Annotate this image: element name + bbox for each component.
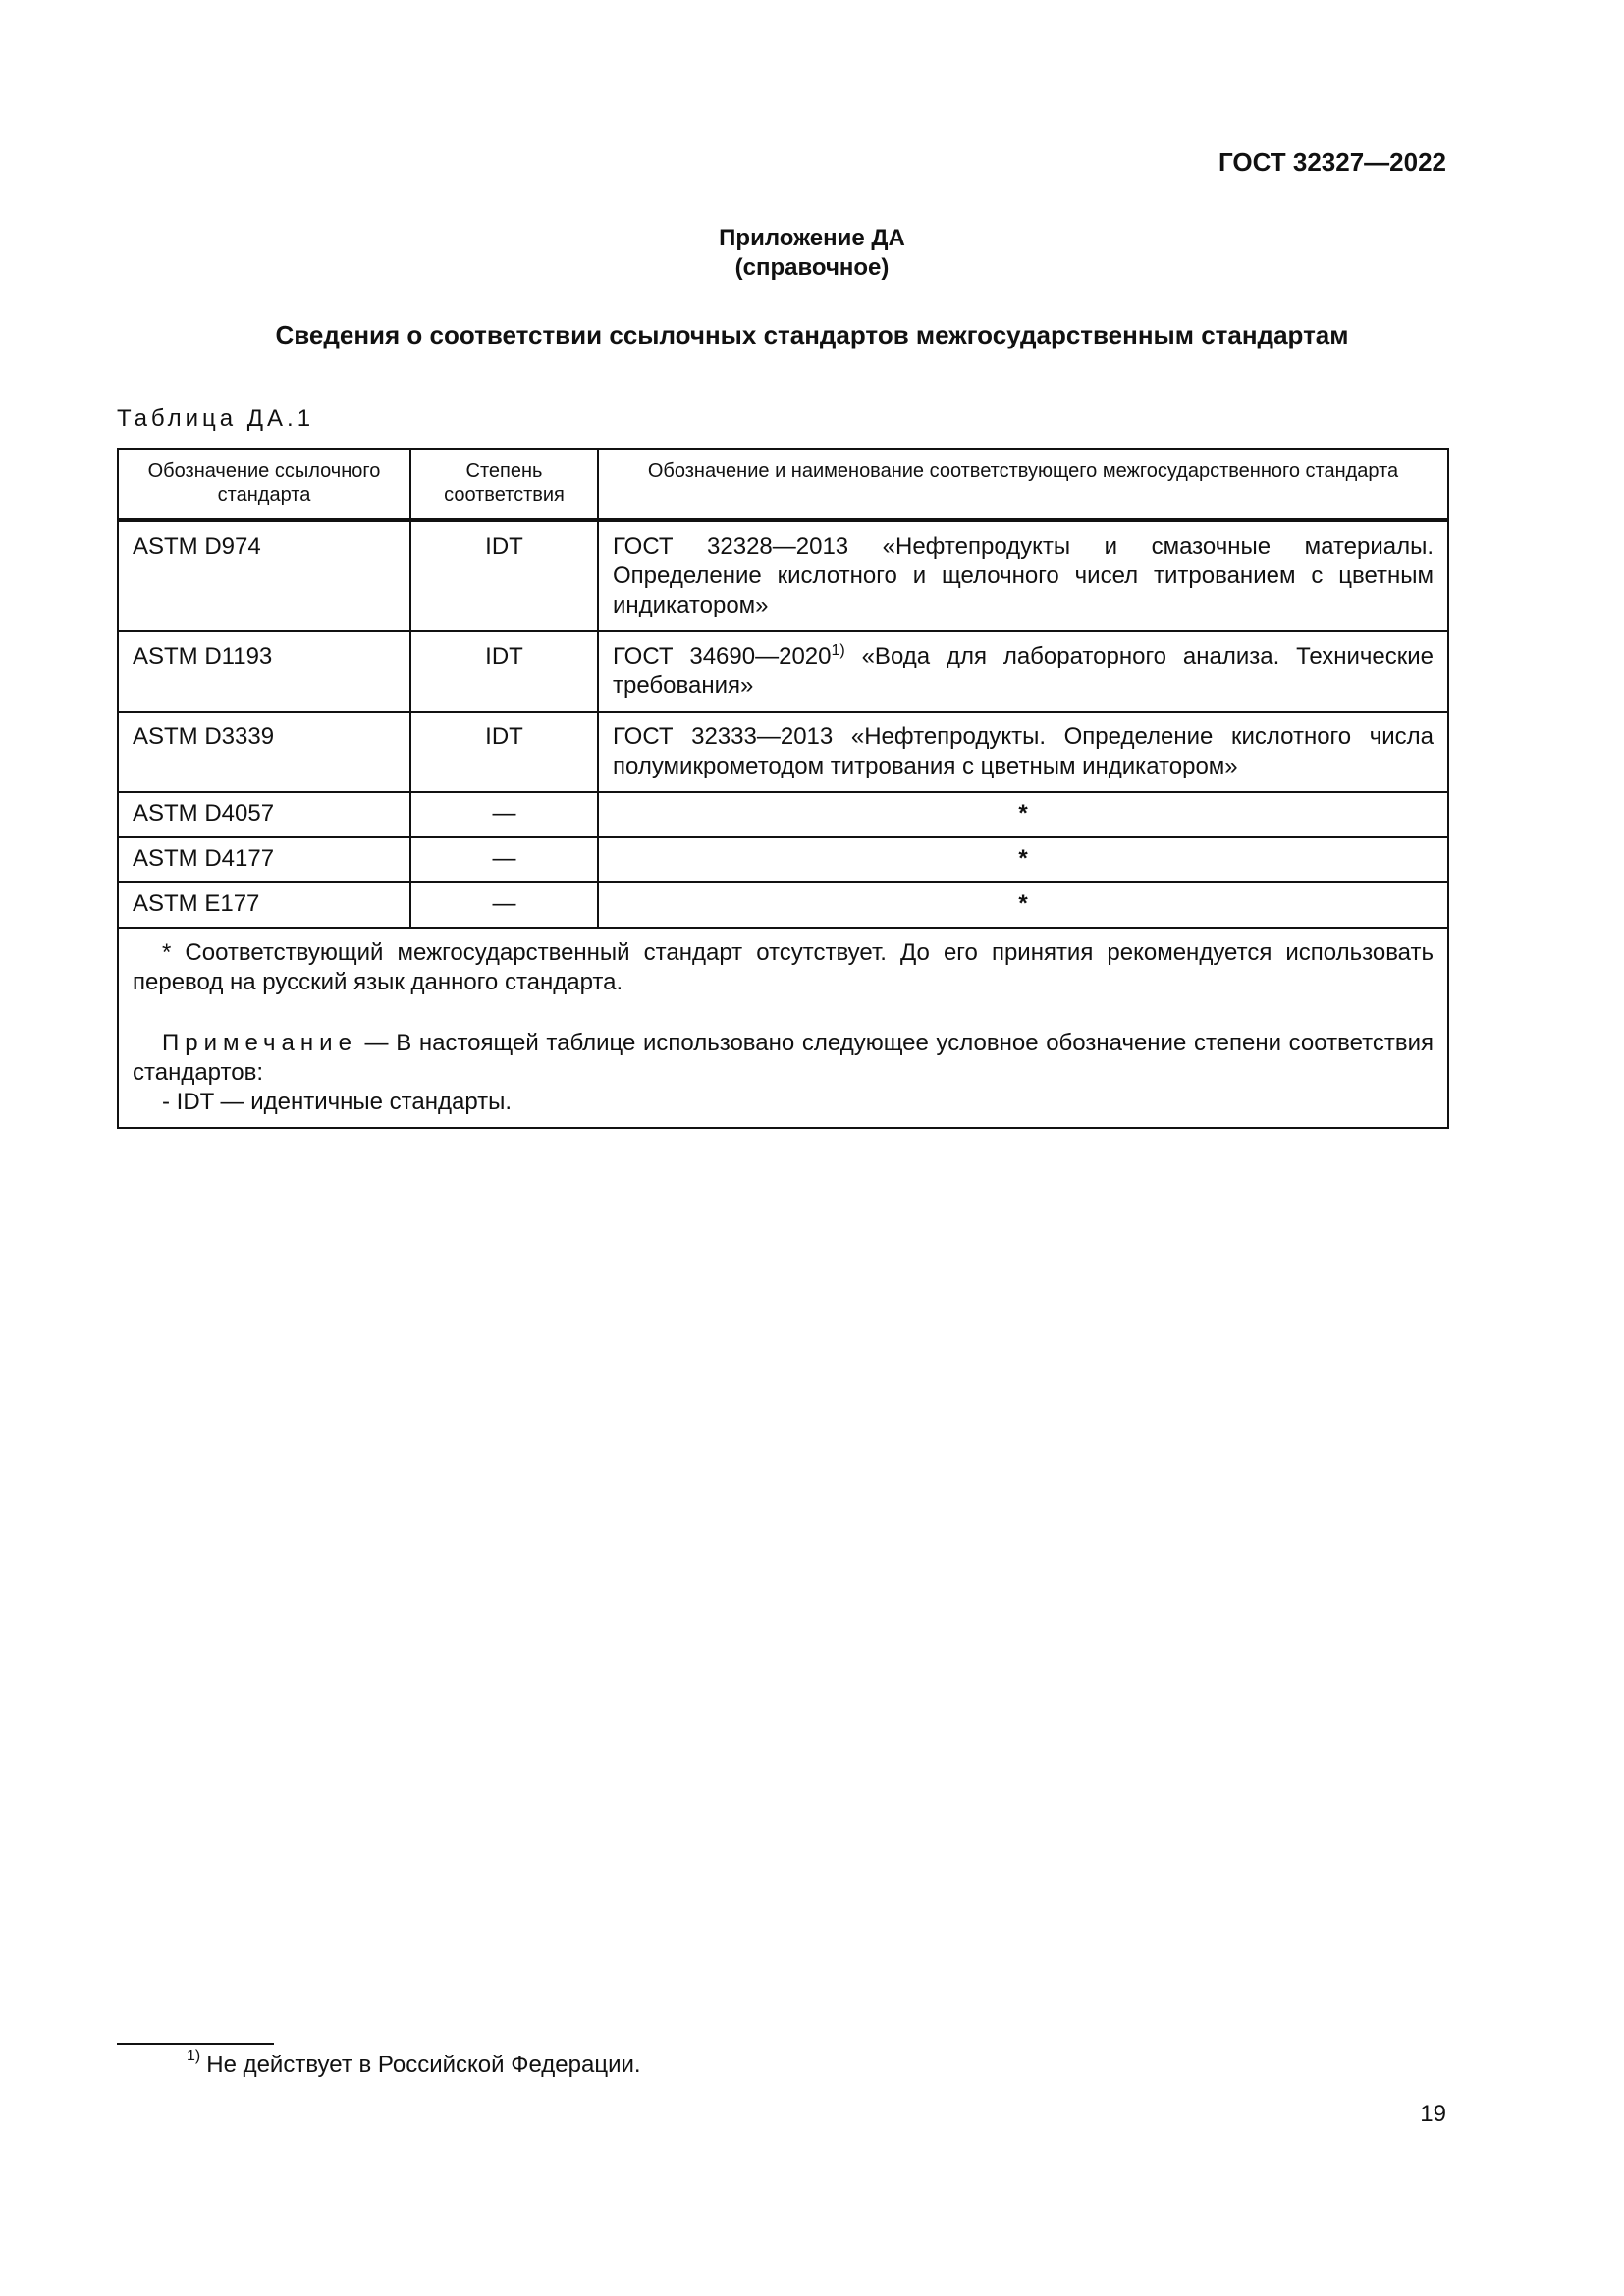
document-code: ГОСТ 32327—2022 <box>1218 147 1446 177</box>
degree-value: IDT <box>410 631 598 712</box>
degree-value: — <box>410 792 598 837</box>
header-interstate-standard: Обозначение и наименование соответствующего межгосударственного стандарта <box>598 449 1448 520</box>
appendix-subtitle: (справочное) <box>734 254 890 281</box>
page-footnote <box>187 2048 641 2079</box>
star-footnote: * Соответствующий межгосударственный стандарт отсутствует. До его принятия рекомендуется использовать перевод на русский язык данного стандарта. <box>133 939 1434 995</box>
table-row <box>118 520 1448 631</box>
reference-code: ASTM D974 <box>118 520 410 631</box>
interstate-standard-name: ГОСТ 32333—2013 «Нефтепродукты. Определение кислотного числа полумикрометодом титрования с цветным индикатором» <box>598 712 1448 792</box>
note-list-item: - IDT — идентичные стандарты. <box>162 1089 513 1115</box>
reference-code: ASTM D1193 <box>118 631 410 712</box>
table-notes-row <box>118 928 1448 1128</box>
header-degree: Степень соответствия <box>410 449 598 520</box>
footnote-text: Не действует в Российской Федерации. <box>206 2052 641 2078</box>
interstate-standard-name: * <box>598 882 1448 928</box>
table-row <box>118 712 1448 792</box>
reference-code: ASTM D4057 <box>118 792 410 837</box>
reference-code: ASTM E177 <box>118 882 410 928</box>
table-row <box>118 792 1448 837</box>
degree-value: IDT <box>410 520 598 631</box>
footnote-reference: 1) <box>831 642 845 659</box>
standards-correspondence-table <box>117 448 1449 1129</box>
table-row <box>118 882 1448 928</box>
appendix-title: Приложение ДА <box>719 225 905 251</box>
table-label: Таблица ДА.1 <box>117 405 315 432</box>
standard-title: «Вода для лабораторного анализа. Технические требования» <box>613 643 1435 699</box>
degree-value: — <box>410 882 598 928</box>
table-row <box>118 837 1448 882</box>
footnote-separator <box>117 2043 274 2045</box>
degree-value: IDT <box>410 712 598 792</box>
note-paragraph <box>133 1029 1434 1088</box>
footnote-mark: 1) <box>187 2048 201 2064</box>
interstate-standard-name: * <box>598 792 1448 837</box>
header-reference-standard: Обозначение ссылочного стандарта <box>118 449 410 520</box>
page-number: 19 <box>1420 2101 1446 2127</box>
table-header-row <box>118 449 1448 520</box>
standard-number: ГОСТ 34690—2020 <box>613 643 832 669</box>
table-notes <box>118 928 1448 1128</box>
note-label: Примечание <box>162 1030 357 1056</box>
interstate-standard-name: * <box>598 837 1448 882</box>
table-row <box>118 631 1448 712</box>
reference-code: ASTM D3339 <box>118 712 410 792</box>
note-text: — В настоящей таблице использовано следующее условное обозначение степени соответствия стандартов: <box>133 1030 1434 1086</box>
document-title: Сведения о соответствии ссылочных стандартов межгосударственным стандартам <box>275 320 1349 349</box>
appendix-heading <box>0 224 1624 283</box>
reference-code: ASTM D4177 <box>118 837 410 882</box>
degree-value: — <box>410 837 598 882</box>
interstate-standard-name: ГОСТ 32328—2013 «Нефтепродукты и смазочные материалы. Определение кислотного и щелочного чисел титрованием с цветным индикатором» <box>598 520 1448 631</box>
interstate-standard-name <box>598 631 1448 712</box>
